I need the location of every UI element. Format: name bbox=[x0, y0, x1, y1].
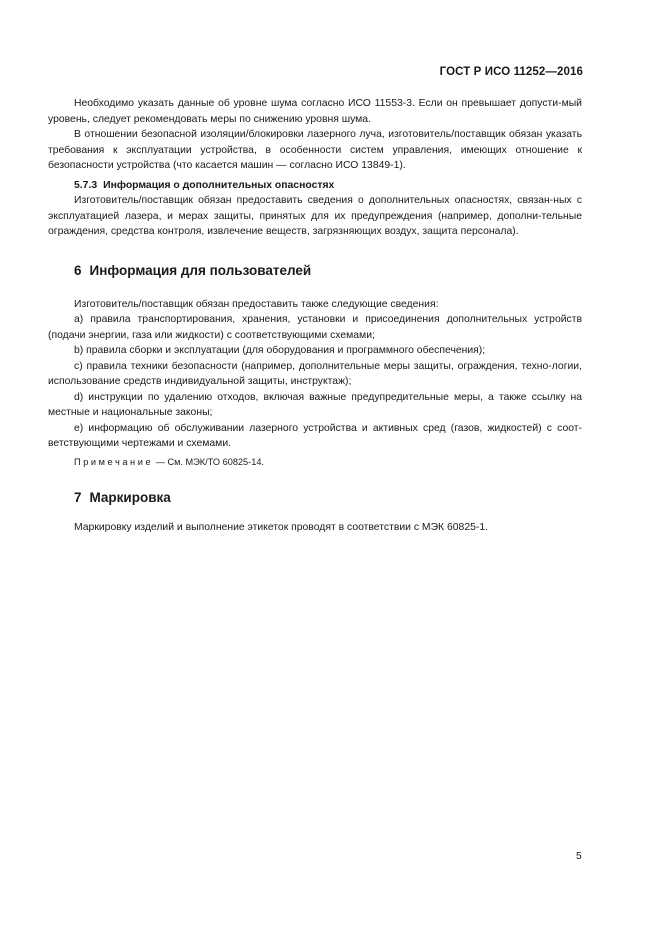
paragraph-lead: Изготовитель/поставщик обязан предоставить также следующие сведения: bbox=[74, 298, 439, 310]
list-item: a) правила транспортирования, хранения, установки и присоединения дополнительных устройств (подачи энергии, газа или жидкости) с соответствующими схемами; bbox=[48, 314, 582, 341]
section-heading-7 bbox=[48, 490, 582, 505]
subsection-heading-5-7-3 bbox=[48, 178, 582, 194]
paragraph-noise: Необходимо указать данные об уровне шума согласно ИСО 11553-3. Если он превышает допусти-мый уровень, следует рекомендовать меры по снижению уровня шума. bbox=[48, 98, 582, 125]
section-title: Информация для пользователей bbox=[89, 262, 312, 278]
section-heading-6 bbox=[48, 263, 582, 278]
list-item: d) инструкции по удалению отходов, включая важные предупредительные меры, а также ссылку на местные и национальные законы; bbox=[48, 391, 582, 418]
list-item: c) правила техники безопасности (например, дополнительные меры защиты, ограждения, техно-логии, использование средств индивидуальной защиты, инструктаж); bbox=[48, 360, 582, 387]
note bbox=[48, 455, 582, 470]
section-number: 6 bbox=[74, 262, 82, 278]
document-code: ГОСТ Р ИСО 11252—2016 bbox=[439, 66, 583, 78]
subsection-number: 5.7.3 bbox=[74, 179, 98, 191]
paragraph-marking: Маркировку изделий и выполнение этикеток проводят в соответствии с МЭК 60825-1. bbox=[74, 521, 489, 533]
subsection-title: Информация о дополнительных опасностях bbox=[103, 179, 335, 191]
section-title: Маркировка bbox=[89, 489, 171, 505]
note-label: Примечание bbox=[74, 456, 154, 467]
note-text: — См. МЭК/ТО 60825-14. bbox=[155, 456, 264, 467]
paragraph-additional-hazards: Изготовитель/поставщик обязан предоставить сведения о дополнительных опасностях, связан-ных с эксплуатацией лазера, и мерах защиты, принятых для их предупреждения (например, дополни-тельные ограждения, средства контроля, извлечение веществ, загрязняющих воздух, защита персонала). bbox=[48, 195, 582, 237]
page-number: 5 bbox=[576, 851, 582, 862]
paragraph-isolation: В отношении безопасной изоляции/блокировки лазерного луча, изготовитель/поставщик обязан указать требования к эксплуатации устройства, в особенности систем управления, имеющих отношение к безопасности устройства (что касается машин — согласно ИСО 13849-1). bbox=[48, 129, 582, 171]
document-body bbox=[48, 96, 582, 535]
list-item: e) информацию об обслуживании лазерного устройства и активных сред (газов, жидкостей) с соот-ветствующими чертежами и схемами. bbox=[48, 422, 582, 449]
list-item: b) правила сборки и эксплуатации (для оборудования и программного обеспечения); bbox=[74, 345, 486, 356]
section-number: 7 bbox=[74, 489, 82, 505]
